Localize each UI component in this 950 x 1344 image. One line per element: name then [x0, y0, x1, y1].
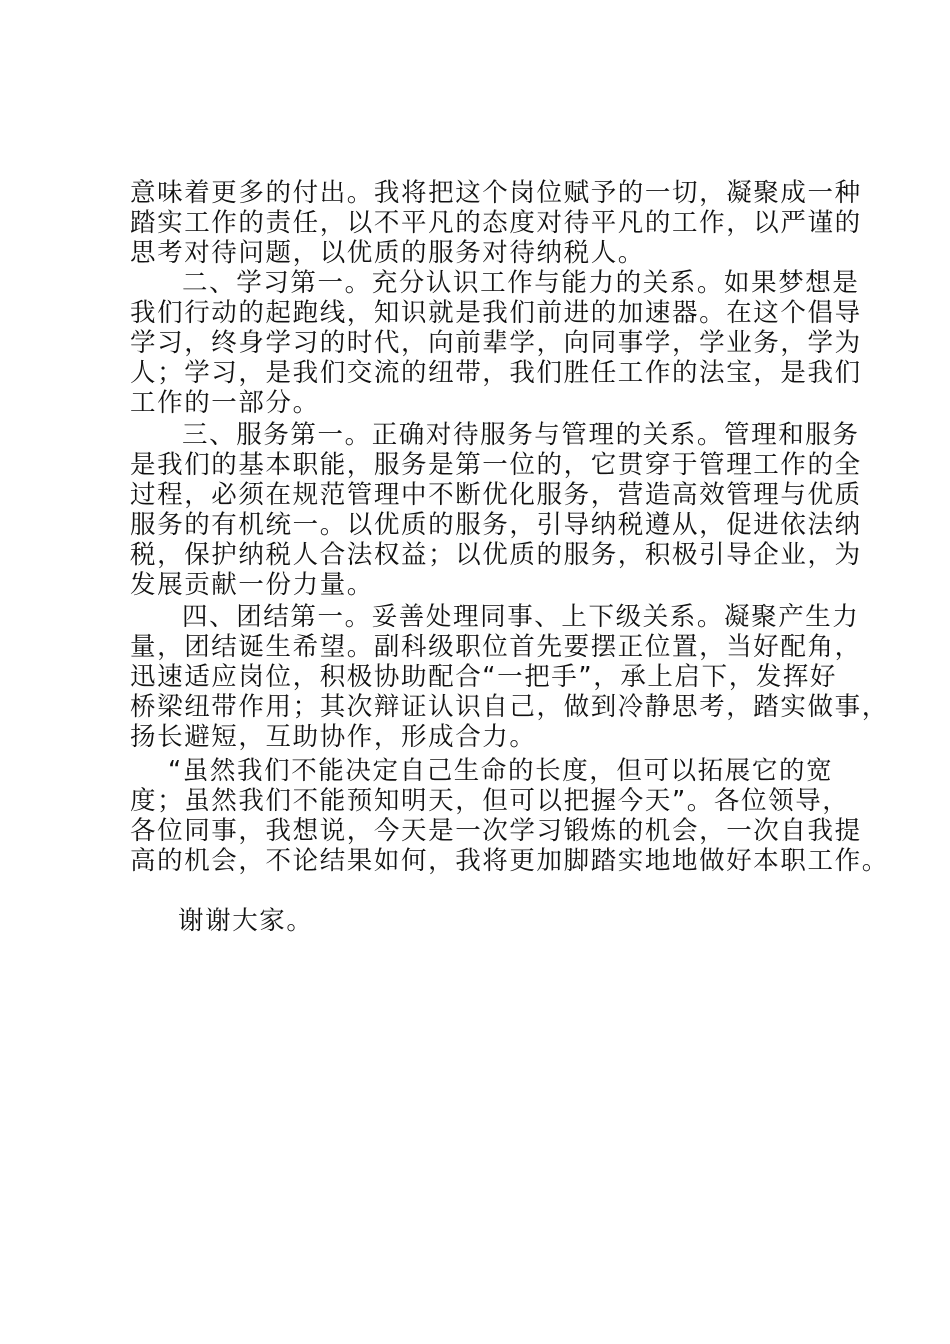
text-line: 扬长避短，互助协作，形成合力。 — [130, 722, 537, 752]
text-line: 意味着更多的付出。我将把这个岗位赋予的一切，凝聚成一种 — [130, 178, 862, 208]
text-line: 度；虽然我们不能预知明天，但可以把握今天”。各位领导， — [130, 786, 850, 816]
text-line: 发展贡献一份力量。 — [130, 570, 374, 600]
text-line: 踏实工作的责任，以不平凡的态度对待平凡的工作，以严谨的 — [130, 208, 862, 238]
text-line: 迅速适应岗位，积极协助配合“一把手”，承上启下，发挥好 — [130, 662, 838, 692]
text-line: 服务的有机统一。以优质的服务，引导纳税遵从，促进依法纳 — [130, 510, 862, 540]
closing-thanks: 谢谢大家。 — [178, 906, 314, 936]
text-line: 工作的一部分。 — [130, 388, 320, 418]
text-line: 过程，必须在规范管理中不断优化服务，营造高效管理与优质 — [130, 480, 862, 510]
text-line: 思考对待问题，以优质的服务对待纳税人。 — [130, 238, 645, 268]
text-line: 人；学习，是我们交流的纽带，我们胜任工作的法宝，是我们 — [130, 358, 862, 388]
paragraph-4-first-line: 四、团结第一。妥善处理同事、上下级关系。凝聚产生力 — [182, 602, 860, 632]
text-line: 学习，终身学习的时代，向前辈学，向同事学，学业务，学为 — [130, 328, 862, 358]
paragraph-2-first-line: 二、学习第一。充分认识工作与能力的关系。如果梦想是 — [182, 268, 860, 298]
text-line: 我们行动的起跑线，知识就是我们前进的加速器。在这个倡导 — [130, 298, 862, 328]
text-line: 高的机会，不论结果如何，我将更加脚踏实地地做好本职工作。 — [130, 846, 889, 876]
text-line: 桥梁纽带作用；其次辩证认识自己，做到冷静思考，踏实做事， — [130, 692, 889, 722]
text-line: 量，团结诞生希望。副科级职位首先要摆正位置，当好配角， — [130, 632, 862, 662]
paragraph-3-first-line: 三、服务第一。正确对待服务与管理的关系。管理和服务 — [182, 420, 860, 450]
text-line: 是我们的基本职能，服务是第一位的，它贯穿于管理工作的全 — [130, 450, 862, 480]
text-line: 税，保护纳税人合法权益；以优质的服务，积极引导企业，为 — [130, 540, 862, 570]
text-line: 各位同事，我想说，今天是一次学习锻炼的机会，一次自我提 — [130, 816, 862, 846]
paragraph-5-first-line: “虽然我们不能决定自己生命的长度，但可以拓展它的宽 — [168, 756, 834, 786]
